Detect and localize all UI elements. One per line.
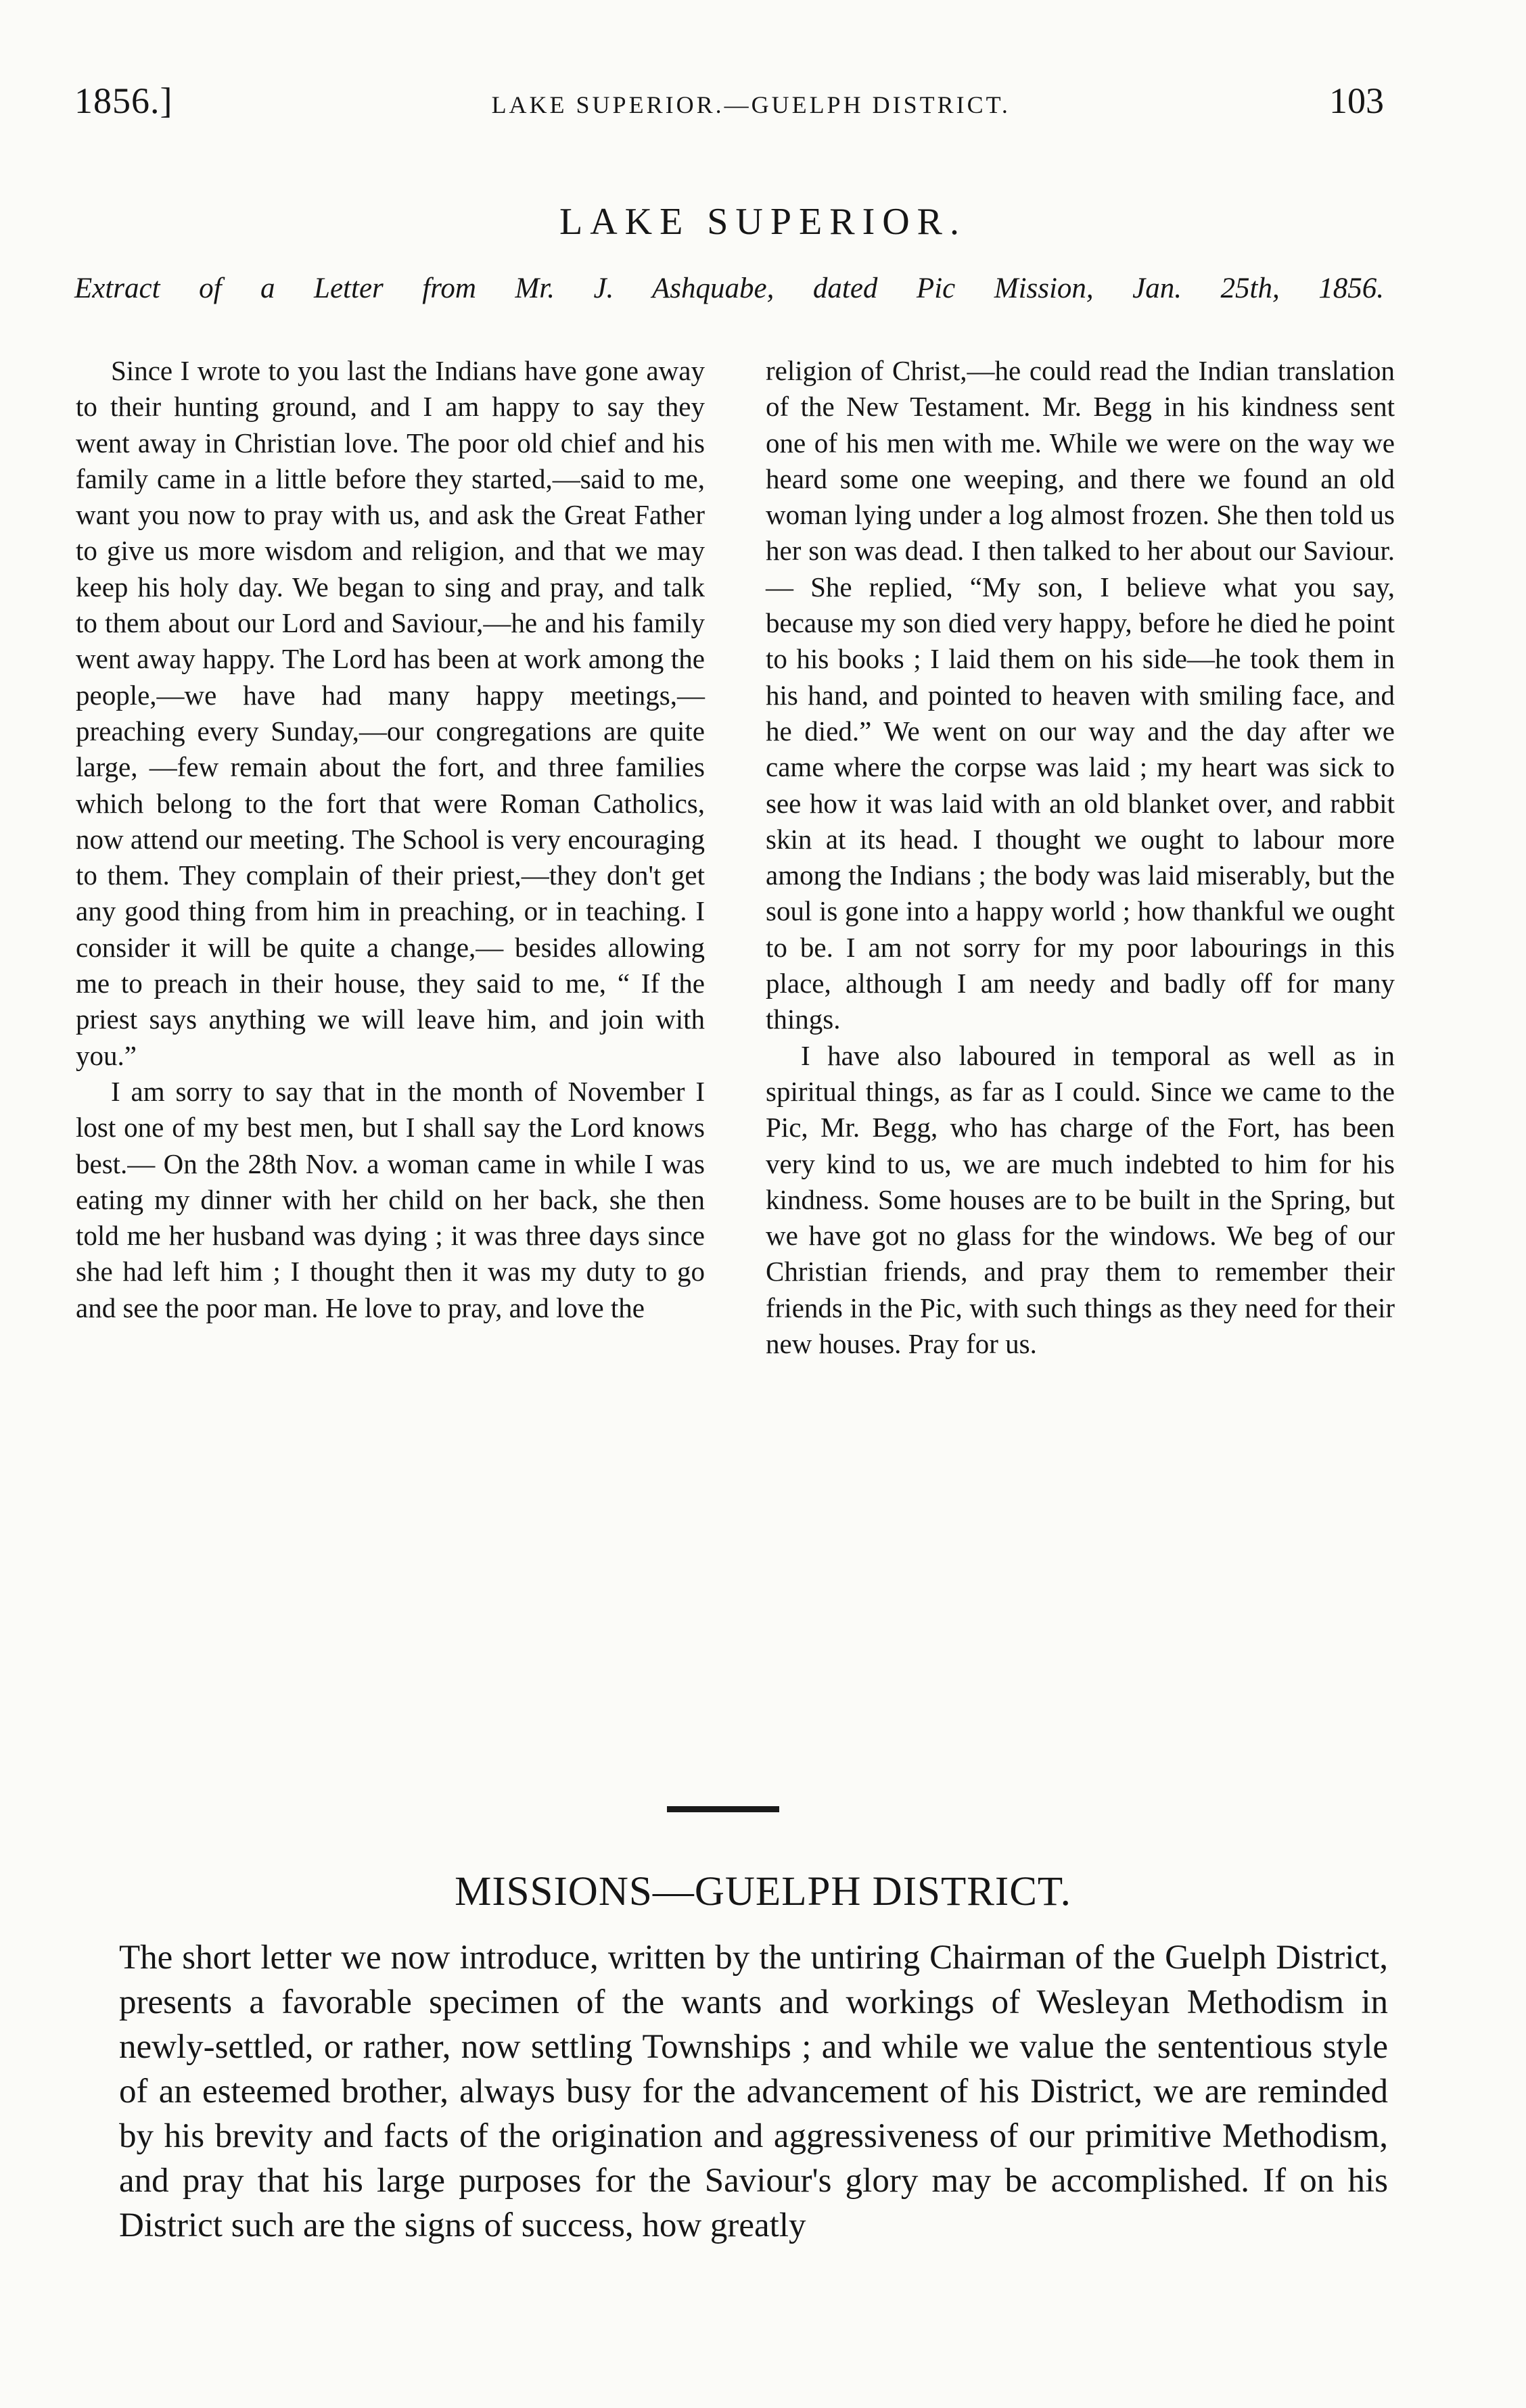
- intro-paragraph: The short letter we now introduce, written by the untiring Chairman of the Guelph District, presents a favorable specimen of the wants and workings of Wesleyan Methodism in newly-settled, or rather, now settling Townships ; and while we value the sententious style of an esteemed brother, always busy for the advancement of his District, we are reminded by his brevity and facts of the origination and aggressiveness of our primitive Methodism, and pray that his large purposes for the Saviour's glory may be accomplished. If on his District such are the signs of success, how greatly: [119, 1939, 1388, 2244]
- section-title: LAKE SUPERIOR.: [559, 201, 967, 243]
- left-column: [76, 353, 705, 1746]
- running-head-title: LAKE SUPERIOR.—GUELPH DISTRICT.: [491, 91, 1011, 118]
- running-head-year: 1856.]: [74, 80, 173, 121]
- section2-title: MISSIONS—GUELPH DISTRICT.: [455, 1869, 1071, 1914]
- paragraph: religion of Christ,—he could read the Indian translation of the New Testament. Mr. Begg in his kindness sent one of his men with me. While we were on the way we heard some one weeping, and there we found an old woman lying under a log almost frozen. She then told us her son was dead. I then talked to her about our Saviour.— She replied, “My son, I believe what you say, because my son died very happy, before he died he point to his books ; I laid them on his side—he took them in his hand, and pointed to heaven with smiling face, and he died.” We went on our way and the day after we came where the corpse was laid ; my heart was sick to see how it was laid with an old blanket over, and rabbit skin at its head. I thought we ought to labour more among the Indians ; the body was laid miserably, but the soul is gone into a happy world ; how thankful we ought to be. I am not sorry for my poor labourings in this place, although I am needy and badly off for many things.: [766, 355, 1395, 1035]
- paragraph: I have also laboured in temporal as well as in spiritual things, as far as I could. Since we came to the Pic, Mr. Begg, who has charge of the Fort, has been very kind to us, we are much indebted to him for his kindness. Some houses are to be built in the Spring, but we have got no glass for the windows. We beg of our Christian friends, and pray them to remember their friends in the Pic, with such things as they need for their new houses. Pray for us.: [766, 1039, 1395, 1360]
- page-number: 103: [1328, 80, 1384, 121]
- section-divider: [667, 1806, 779, 1812]
- letter-body: [76, 353, 1395, 1746]
- running-head: [74, 80, 1384, 127]
- right-column: [766, 353, 1395, 1746]
- paragraph: Since I wrote to you last the Indians have gone away to their hunting ground, and I am happy to say they went away in Christian love. The poor old chief and his family came in a little before they started,—said to me, want you now to pray with us, and ask the Great Father to give us more wisdom and religion, and that we may keep his holy day. We began to sing and pray, and talk to them about our Lord and Saviour,—he and his family went away happy. The Lord has been at work among the people,—we have had many happy meetings,—preaching every Sunday,—our congregations are quite large, —few remain about the fort, and three families which belong to the fort that were Roman Catholics, now attend our meeting. The School is very encouraging to them. They complain of their priest,—they don't get any good thing from him in preaching, or in teaching. I consider it will be quite a change,— besides allowing me to preach in their house, they said to me, “ If the priest says anything we will leave him, and join with you.”: [76, 355, 705, 1071]
- letter-subtitle: Extract of a Letter from Mr. J. Ashquabe, dated Pic Mission, Jan. 25th, 1856.: [74, 273, 1384, 304]
- paragraph: I am sorry to say that in the month of November I lost one of my best men, but I shall say the Lord knows best.— On the 28th Nov. a woman came in while I was eating my dinner with her child on her back, she then told me her husband was dying ; it was three days since she had left him ; I thought then it was my duty to go and see the poor man. He love to pray, and love the: [76, 1075, 705, 1323]
